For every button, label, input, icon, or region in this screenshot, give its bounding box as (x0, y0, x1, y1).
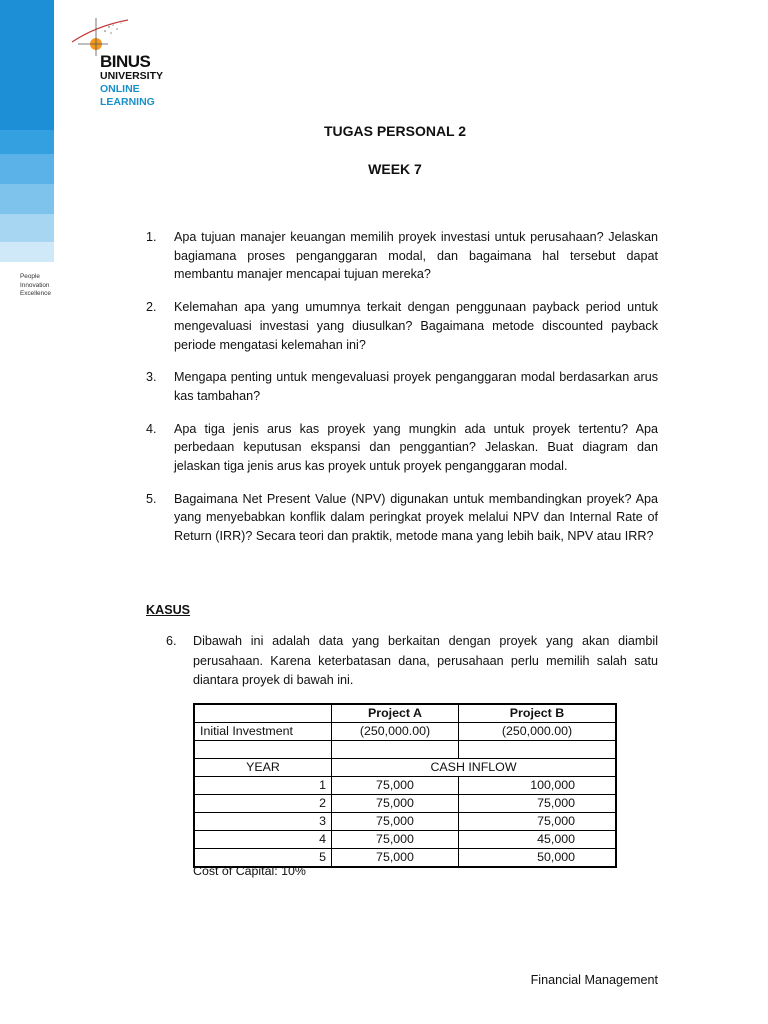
table-row (194, 813, 616, 831)
logo-binus-text: BINUS (100, 52, 151, 71)
page-footer: Financial Management (530, 973, 658, 987)
kasus-heading: KASUS (146, 603, 191, 617)
question-number: 2. (146, 300, 157, 315)
table-cell: 75,000 (459, 795, 617, 813)
question-number: 1. (146, 230, 157, 244)
logo-university-text: UNIVERSITY (100, 70, 164, 82)
table-cell: 100,000 (459, 777, 617, 795)
table-header-cell (194, 704, 332, 723)
question-text: Apa tiga jenis arus kas proyek yang mungkin ada untuk proyek tertentu? Apa perbedaan keputusan ekspansi dan penggantian? Jelaskan. Buat diagram dan jelaskan tiga jenis arus kas proyek untuk proyek penganggaran modal. (174, 421, 658, 474)
document-subtitle: WEEK 7 (368, 161, 422, 177)
table-header-row (194, 704, 616, 723)
table-cell: 75,000 (332, 849, 459, 868)
question-item (146, 368, 658, 405)
tagline: People Innovation Excellence (20, 273, 51, 297)
question-number: 3. (146, 370, 157, 385)
table-row (194, 831, 616, 849)
binus-logo (68, 16, 188, 112)
table-cell: 5 (194, 849, 332, 868)
question-item (146, 490, 658, 546)
table-cell: 1 (194, 777, 332, 795)
logo-online-text: ONLINE (100, 83, 140, 95)
table-header-cell: Project B (459, 704, 617, 723)
binus-logo-mark-icon (68, 16, 138, 56)
question-text: Kelemahan apa yang umumnya terkait dengan penggunaan payback period untuk mengevaluasi investasi yang diusulkan? Bagaimana metode discounted payback periode mengatasi kelemahan ini? (174, 300, 658, 352)
table-cell: 4 (194, 831, 332, 849)
question-text: Bagaimana Net Present Value (NPV) digunakan untuk membandingkan proyek? Apa yang menyebabkan konflik dalam peringkat proyek melalui NPV dan Internal Rate of Return (IRR)? Secara teori dan praktik, metode mana yang lebih baik, NPV atau IRR? (174, 491, 658, 544)
table-cell: CASH INFLOW (332, 759, 617, 777)
table-cell: (250,000.00) (459, 723, 617, 741)
table-cell: 45,000 (459, 831, 617, 849)
question-number: 4. (146, 421, 157, 436)
question-text: Apa tujuan manajer keuangan memilih proyek investasi untuk perusahaan? Jelaskan bagiamana proses penganggaran modal, dan bagaimana hal tersebut dapat membantu manajer mencapai tujuan mereka? (174, 230, 658, 282)
table-cell: 75,000 (332, 795, 459, 813)
table-cell (194, 741, 332, 759)
table-cell: 75,000 (332, 813, 459, 831)
case-number: 6. (166, 634, 177, 648)
table-cell: 2 (194, 795, 332, 813)
logo-learning-text: LEARNING (100, 96, 155, 108)
case-item (166, 632, 658, 691)
table-cell: 75,000 (332, 777, 459, 795)
table-row (194, 723, 616, 741)
table-cell: 50,000 (459, 849, 617, 868)
project-table (193, 703, 617, 868)
table-cell (332, 741, 459, 759)
question-number: 5. (146, 491, 157, 506)
question-list (146, 228, 658, 560)
case-text: Dibawah ini adalah data yang berkaitan dengan proyek yang akan diambil perusahaan. Karena keterbatasan dana, perusahaan perlu memilih salah satu diantara proyek di bawah ini. (193, 634, 658, 687)
question-item (146, 228, 658, 284)
table-row (194, 795, 616, 813)
question-text: Mengapa penting untuk mengevaluasi proyek penganggaran modal berdasarkan arus kas tambahan? (174, 370, 658, 403)
table-cell: (250,000.00) (332, 723, 459, 741)
question-item (146, 420, 658, 476)
table-row (194, 759, 616, 777)
table-header-cell: Project A (332, 704, 459, 723)
cost-of-capital: Cost of Capital: 10% (193, 864, 306, 878)
document-title: TUGAS PERSONAL 2 (323, 123, 467, 139)
table-row (194, 741, 616, 759)
table-cell: Initial Investment (194, 723, 332, 741)
table-row (194, 777, 616, 795)
table-cell: 3 (194, 813, 332, 831)
table-cell: YEAR (194, 759, 332, 777)
table-cell (459, 741, 617, 759)
table-cell: 75,000 (332, 831, 459, 849)
table-cell: 75,000 (459, 813, 617, 831)
question-item (146, 298, 658, 354)
